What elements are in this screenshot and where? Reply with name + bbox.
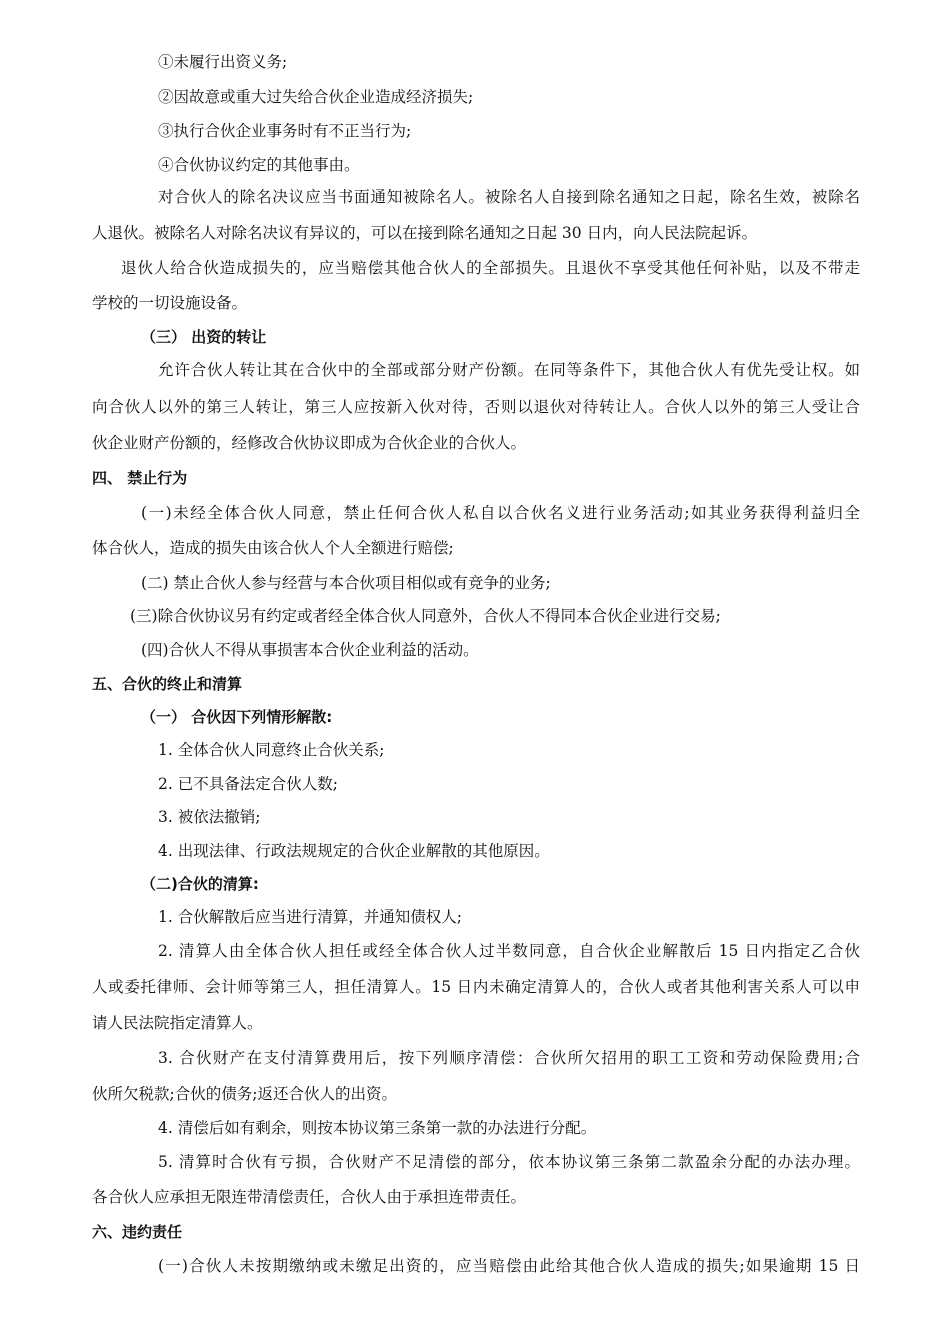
list-item: 2. 已不具备法定合伙人数; <box>158 775 338 793</box>
paragraph-line: (二) 禁止合伙人参与经营与本合伙项目相似或有竞争的业务; <box>141 574 551 592</box>
list-item: 4. 出现法律、行政法规规定的合伙企业解散的其他原因。 <box>158 842 550 860</box>
paragraph-line: (三)除合伙协议另有约定或者经全体合伙人同意外，合伙人不得同本合伙企业进行交易; <box>130 607 721 625</box>
paragraph-line: 人或委托律师、会计师等第三人，担任清算人。15 日内未确定清算人的，合伙人或者其他利害关系人可以申 <box>92 978 860 996</box>
subsection-heading: （二)合伙的清算: <box>141 875 259 893</box>
list-item: 4. 清偿后如有剩余，则按本协议第三条第一款的办法进行分配。 <box>158 1119 597 1137</box>
paragraph-line: (一)合伙人未按期缴纳或未缴足出资的，应当赔偿由此给其他合伙人造成的损失;如果逾期 15 日 <box>158 1257 860 1275</box>
section-heading: 四、 禁止行为 <box>92 469 188 487</box>
paragraph-line: (四)合伙人不得从事损害本合伙企业利益的活动。 <box>141 641 479 659</box>
removal-reason-3: ③执行合伙企业事务时有不正当行为; <box>158 122 412 140</box>
removal-reason-2: ②因故意或重大过失给合伙企业造成经济损失; <box>158 88 474 106</box>
paragraph-line: 向合伙人以外的第三人转让，第三人应按新入伙对待，否则以退伙对待转让人。合伙人以外的第三人受让合 <box>92 398 860 416</box>
paragraph-line: 退伙人给合伙造成损失的，应当赔偿其他合伙人的全部损失。且退伙不享受其他任何补贴，以及不带走 <box>121 259 860 277</box>
list-item: 3. 被依法撤销; <box>158 808 261 826</box>
paragraph-line: 伙企业财产份额的，经修改合伙协议即成为合伙企业的合伙人。 <box>92 434 527 452</box>
paragraph-line: 对合伙人的除名决议应当书面通知被除名人。被除名人自接到除名通知之日起，除名生效，被除名 <box>158 188 860 206</box>
section-heading: 五、合伙的终止和清算 <box>92 675 243 693</box>
paragraph-line: 伙所欠税款;合伙的债务;返还合伙人的出资。 <box>92 1085 397 1103</box>
removal-reason-1: ①未履行出资义务; <box>158 53 288 71</box>
list-item: 1. 全体合伙人同意终止合伙关系; <box>158 741 385 759</box>
section-heading: （三） 出资的转让 <box>141 328 267 346</box>
paragraph-line: (一)未经全体合伙人同意，禁止任何合伙人私自以合伙名义进行业务活动;如其业务获得利益归全 <box>141 504 860 522</box>
subsection-heading: （一） 合伙因下列情形解散: <box>141 708 333 726</box>
list-item: 1. 合伙解散后应当进行清算，并通知债权人; <box>158 908 462 926</box>
paragraph-line: 人退伙。被除名人对除名决议有异议的，可以在接到除名通知之日起 30 日内，向人民法院起诉。 <box>92 224 758 242</box>
list-item: 2. 清算人由全体合伙人担任或经全体合伙人过半数同意，自合伙企业解散后 15 日内指定乙合伙 <box>158 942 860 960</box>
paragraph-line: 请人民法院指定清算人。 <box>92 1014 263 1032</box>
section-heading: 六、违约责任 <box>92 1223 183 1241</box>
paragraph-line: 各合伙人应承担无限连带清偿责任，合伙人由于承担连带责任。 <box>92 1188 527 1206</box>
removal-reason-4: ④合伙协议约定的其他事由。 <box>158 156 360 174</box>
list-item: 5. 清算时合伙有亏损，合伙财产不足清偿的部分，依本协议第三条第二款盈余分配的办法办理。 <box>158 1153 860 1171</box>
paragraph-line: 学校的一切设施设备。 <box>92 294 248 312</box>
paragraph-line: 体合伙人，造成的损失由该合伙人个人全额进行赔偿; <box>92 539 454 557</box>
paragraph-line: 允许合伙人转让其在合伙中的全部或部分财产份额。在同等条件下，其他合伙人有优先受让权。如 <box>158 361 860 379</box>
list-item: 3. 合伙财产在支付清算费用后，按下列顺序清偿：合伙所欠招用的职工工资和劳动保险费用;合 <box>158 1049 860 1067</box>
